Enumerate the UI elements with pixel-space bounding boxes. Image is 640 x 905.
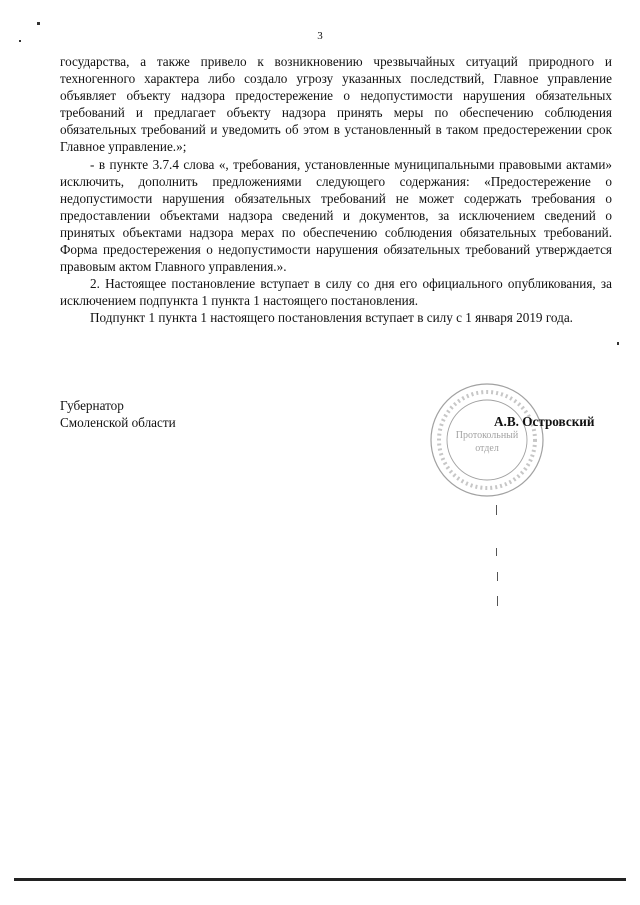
paragraph: государства, а также привело к возникновению чрезвычайных ситуаций природного и техногенного характера либо создало угрозу указанных последствий, Главное управление объявляет объекту надзора предостережение о недопустимости нарушения обязательных требований и предлагает объекту надзора принять меры по обеспечению соблюдения обязательных требований и уведомить об этом в установленный в таком предостережении срок Главное управление.»; — [60, 54, 612, 155]
scan-edge-line — [14, 878, 626, 881]
paragraph: 2. Настоящее постановление вступает в силу со дня его официального опубликования, за исключением подпункта 1 пункта 1 настоящего постановления. — [60, 276, 612, 309]
scan-speck — [37, 22, 40, 25]
scan-mark — [496, 505, 497, 515]
position-line: Смоленской области — [60, 415, 176, 430]
official-stamp — [427, 380, 547, 500]
scan-speck — [617, 342, 619, 345]
signatory-name: А.В. Островский — [494, 414, 595, 429]
page-number: 3 — [317, 30, 323, 42]
scan-mark — [497, 596, 498, 606]
paragraph: Подпункт 1 пункта 1 настоящего постановления вступает в силу с 1 января 2019 года. — [90, 310, 573, 326]
scan-mark — [496, 548, 497, 556]
document-body — [60, 53, 612, 327]
position-line: Губернатор — [60, 398, 124, 413]
signatory-position — [60, 397, 176, 431]
paragraph: - в пункте 3.7.4 слова «, требования, установленные муниципальными правовыми актами» исключить, дополнить предложениями следующего содержания: «Предостережение о недопустимости нарушения обязательных требований не может содержать требования о предоставлении объектами надзора сведений и документов, за исключением сведений о принятых объектами надзора мерах по обеспечению соблюдения обязательных требований. Форма предостережения о недопустимости нарушения обязательных требований утверждается правовым актом Главного управления.». — [60, 156, 612, 275]
stamp-text: Протокольный — [455, 430, 519, 441]
stamp-text: отдел — [475, 443, 499, 454]
scan-speck — [19, 40, 21, 42]
scan-mark — [497, 572, 498, 581]
